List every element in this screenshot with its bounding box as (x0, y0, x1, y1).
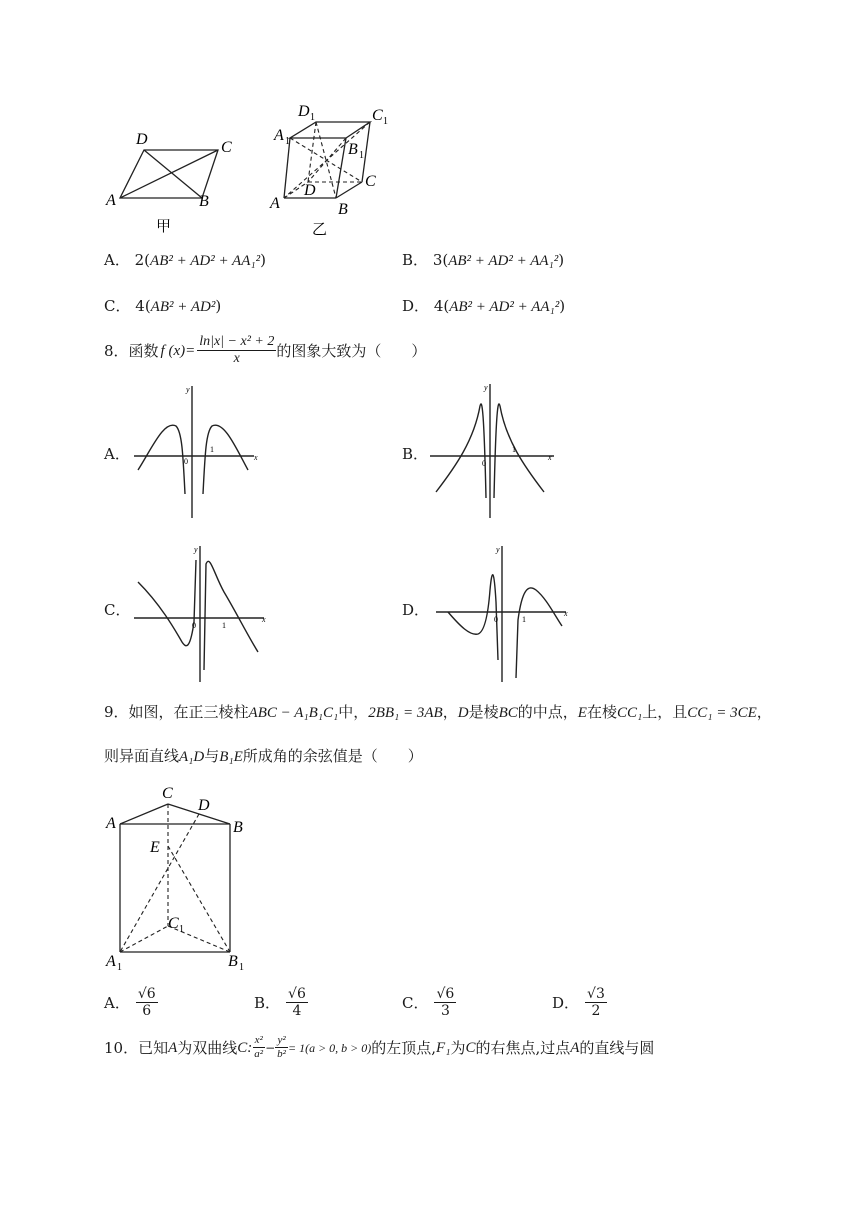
svg-text:C: C (168, 915, 179, 932)
svg-text:y: y (496, 545, 500, 554)
svg-text:x: x (548, 453, 552, 462)
option-letter: B． (402, 251, 429, 269)
svg-text:y: y (186, 385, 190, 394)
svg-text:1: 1 (117, 962, 122, 973)
sub-c1: 1 (383, 116, 388, 127)
label-a: A (270, 195, 280, 212)
svg-text:A: A (106, 815, 116, 832)
q9-option-d[interactable]: D． $\frac{√3}{2}$ (552, 986, 605, 1019)
segment-a1d (120, 814, 199, 952)
svg-text:A: A (106, 953, 116, 970)
svg-text:1: 1 (512, 445, 516, 454)
svg-text:0: 0 (184, 457, 188, 466)
sub-d1: 1 (310, 112, 315, 123)
svg-text:B: B (233, 819, 243, 836)
option-letter: C． (104, 297, 131, 315)
q8-option-b-letter[interactable]: B． (402, 445, 429, 463)
option-letter: A． (104, 251, 130, 269)
edge-ac (120, 804, 168, 824)
figure-yi (264, 100, 414, 240)
option-expr: AB² + AD² + AA₁² (150, 253, 261, 269)
svg-text:x: x (254, 453, 258, 462)
sub-b1: 1 (359, 150, 364, 161)
option-expr: AB² + AD² + AA₁² (449, 299, 560, 315)
q7-option-d[interactable]: D． 4(AB² + AD² + AA₁²) (402, 297, 566, 315)
q8-option-c-letter[interactable]: C． (104, 601, 131, 619)
svg-text:1: 1 (210, 445, 214, 454)
q8-numerator: ln|x| − x² + 2 (199, 334, 275, 349)
label-b: B (199, 193, 209, 210)
q8-option-a-letter[interactable]: A． (104, 445, 130, 463)
option-expr: AB² + AD² (150, 299, 216, 315)
label-c: C (365, 173, 376, 190)
svg-text:y: y (194, 545, 198, 554)
svg-text:B: B (228, 953, 238, 970)
diagonal-ac (120, 150, 218, 198)
q8-fraction (197, 334, 276, 367)
label-d: D (136, 131, 148, 148)
q8-number: 8．函数 (104, 341, 159, 360)
q8-func: f (x)= (160, 342, 196, 359)
svg-text:0: 0 (482, 459, 486, 468)
q8-tail: 的图象大致为（ ） (276, 341, 427, 360)
edge-a1c1 (120, 926, 168, 952)
q9-prism-figure (100, 780, 260, 976)
label-c1: C (372, 107, 383, 124)
svg-text:0: 0 (192, 621, 196, 630)
q9-line-1: 9．如图，在正三棱柱ABC − A₁B₁C₁中，2BB₁ = 3AB，D是棱BC的中点，E在棱CC₁上，且CC₁ = 3CE， (104, 703, 772, 721)
svg-text:E: E (150, 839, 160, 856)
option-coef: 4 (433, 297, 444, 315)
figure-jia (100, 128, 240, 238)
svg-text:1: 1 (222, 621, 226, 630)
q7-option-a[interactable]: A． 2(AB² + AD² + AA₁²) (104, 251, 266, 269)
label-b: B (338, 201, 348, 218)
caption-yi: 乙 (312, 222, 328, 238)
svg-text:D: D (198, 797, 210, 814)
option-coef: 4 (135, 297, 145, 315)
svg-text:1: 1 (522, 615, 526, 624)
q7-option-b[interactable]: B． 3(AB² + AD² + AA₁²) (402, 251, 565, 269)
diagonal-bd (144, 150, 202, 198)
option-coef: 3 (432, 251, 443, 269)
svg-text:1: 1 (239, 962, 244, 973)
q9-option-a[interactable]: A． $\frac{√6}{6}$ (104, 986, 156, 1019)
q8-graph-d[interactable] (432, 540, 572, 686)
top-face (290, 122, 370, 138)
q8-option-d-letter[interactable]: D． (402, 601, 430, 619)
label-d1: D (298, 103, 310, 120)
option-coef: 2 (134, 251, 145, 269)
sub-a1: 1 (285, 136, 290, 147)
svg-text:1: 1 (179, 924, 184, 935)
q9-option-b[interactable]: B． $\frac{√6}{4}$ (254, 986, 306, 1019)
q8-graph-b[interactable] (428, 380, 558, 522)
option-expr: AB² + AD² + AA₁² (448, 253, 559, 269)
q8-graph-c[interactable] (130, 540, 270, 686)
segment-b1e (168, 846, 230, 952)
label-b1: B (348, 141, 358, 158)
q7-option-c[interactable]: C． 4(AB² + AD²) (104, 297, 222, 315)
q8-stem (104, 334, 426, 367)
label-a1: A (274, 127, 284, 144)
q10-stem: 10．已知 A 为双曲线 C: $\frac{\text{x²}}{\text{a²}}$ − $\frac{\text{y²}}{\text{b²}}$ = 1(a > 0, b > 0) 的左顶点, F₁ 为 C 的右焦点,过点 A 的直线与圆 (104, 1034, 655, 1060)
q8-denominator: x (233, 351, 240, 366)
option-letter: D． (402, 297, 430, 315)
q8-graph-a[interactable] (130, 382, 270, 522)
svg-text:0: 0 (494, 615, 498, 624)
label-c: C (221, 139, 232, 156)
q9-line-2: 则异面直线A₁D与B₁E所成角的余弦值是（ ） (104, 747, 423, 765)
label-d: D (304, 182, 316, 199)
svg-text:y: y (484, 383, 488, 392)
svg-text:x: x (262, 615, 266, 624)
label-a: A (106, 192, 116, 209)
svg-text:C: C (162, 785, 173, 802)
caption-jia: 甲 (156, 219, 172, 235)
svg-text:x: x (564, 609, 568, 618)
q9-option-c[interactable]: C． $\frac{√6}{3}$ (402, 986, 455, 1019)
